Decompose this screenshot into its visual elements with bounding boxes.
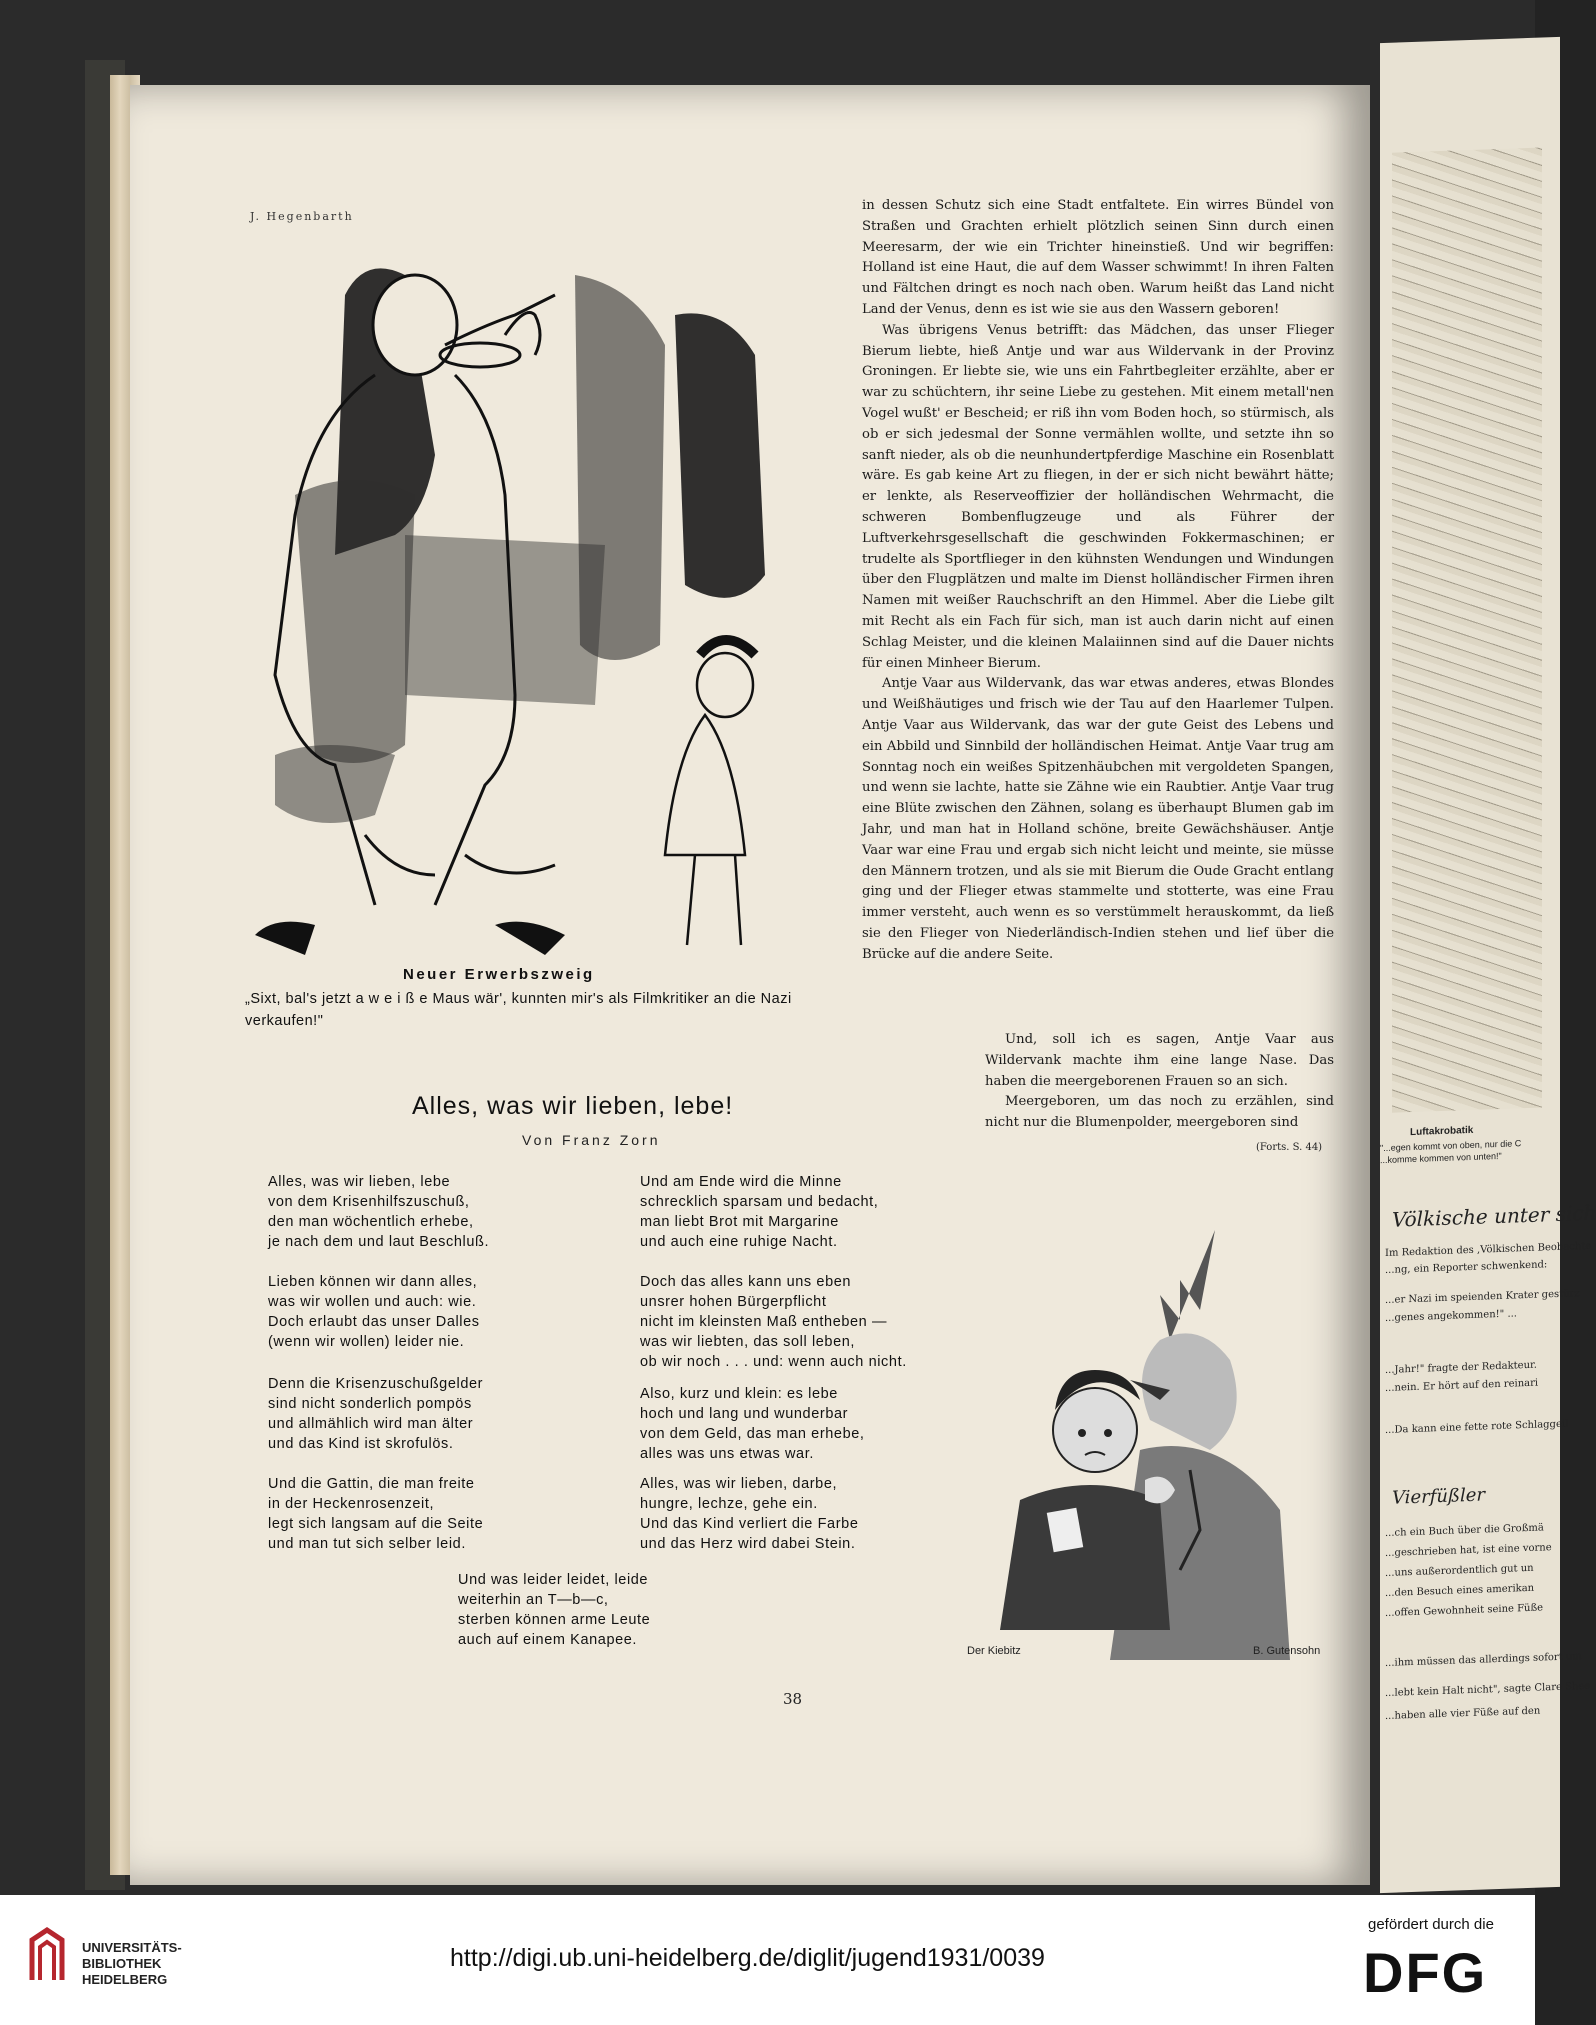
- poem-stanza-final: Und was leider leidet, leide weiterhin an T—b—c, sterben können arme Leute auch auf einem Kanapee.: [458, 1572, 651, 1648]
- right-heading: Vierfüßler: [1392, 1484, 1485, 1509]
- continuation-note: (Forts. S. 44): [1256, 1142, 1323, 1153]
- right-snippet: ...geschrieben hat, ist eine vorne: [1385, 1542, 1552, 1559]
- right-snippet: ...Jahr!" fragte der Redakteur.: [1385, 1359, 1537, 1376]
- right-caption-line: ...komme kommen von unten!": [1380, 1150, 1502, 1166]
- prose-paragraph: in dessen Schutz sich eine Stadt entfaltete. Ein wirres Bündel von Straßen und Grachten erhielt plötzlich seinen Sinn durch einen Meeresarm, der wie ein Trichter hineinstieß. Und wir begriffen: Holland ist eine Haut, die auf dem Wasser schwimmt! In ihren Falten und Fältchen dringt es noch nach oben. Warum heißt das Land nicht Land der Venus, denn es ist wie sie aus den Wassern geboren!: [862, 198, 1334, 317]
- dfg-logo: DFG: [1363, 1941, 1488, 2004]
- right-snippet: ...lebt kein Halt nicht", sagte Clare Shee: [1385, 1680, 1591, 1699]
- story-prose: [862, 196, 1334, 965]
- illustration-title: Neuer Erwerbszweig: [403, 966, 595, 983]
- right-snippet: ...den Besuch eines amerikan: [1385, 1582, 1535, 1599]
- prose-paragraph: Was übrigens Venus betrifft: das Mädchen, das unser Flieger Bierum liebte, hieß Antje und war aus Wildervank in der Provinz Groningen. Er liebte sie, wie uns ein Fahrtbegleiter erzählte, aber er war zu schüchtern, ihr seine Liebe zu gestehen. Mit einem metall'nen Vogel wußt' er Bescheid; er riß ihn vom Boden hoch, so stürmisch, als ob er sich jedesmal der Sonne vermählen wollte, und setzte ihn so sanft nieder, als ob die neunhundertpferdige Maschine ein Rosenblatt wäre. Es gab keine Art zu fliegen, in der er sich nicht bewährt hätte; er lenkte, als Reserveoffizier der holländischen Wehrmacht, die schweren Bombenflugzeuge und als Führer der Luftverkehrsgesellschaft die geschwinden Fokkermaschinen; er trudelte als Sportflieger in den kühnsten Wendungen und Windungen über den Flugplätzen und malte im Dienst holländischer Firmen ihren Namen mit weißer Rauchschrift an den Himmel. Aber die Liebe gilt mit Recht als ein Fach für sich, man ist auch darin nicht auf einen Schlag Meister, und die kleinen Malaiinnen sind auf die Dauer nichts für einen Minheer Bierum.: [862, 322, 1334, 671]
- prose-paragraph: Meergeboren, um das noch zu erzählen, sind nicht nur die Blumenpolder, meergeboren sind: [985, 1094, 1334, 1131]
- hegenbarth-illustration: [255, 235, 845, 960]
- footer-bar: [0, 1895, 1535, 2025]
- illustration-caption: „Sixt, bal's jetzt a w e i ß e Maus wär', kunnten mir's als Filmkritiker an die Nazi verkaufen!": [245, 991, 792, 1029]
- right-caption-line: "...egen kommt von oben, nur die C: [1380, 1138, 1522, 1154]
- right-snippet: ...er Nazi im speienden Krater gestürz: [1385, 1288, 1580, 1306]
- poem-stanza: Und die Gattin, die man freite in der Heckenrosenzeit, legt sich langsam auf die Seite und man tut sich selber leid.: [268, 1476, 484, 1552]
- poem-title: Alles, was wir lieben, lebe!: [412, 1092, 734, 1120]
- poem-stanza: Denn die Krisenzuschußgelder sind nicht sonderlich pompös und allmählich wird man älter und das Kind ist skrofulös.: [268, 1376, 484, 1452]
- right-snippet: ...offen Gewohnheit seine Füße: [1385, 1602, 1544, 1619]
- poem-author: Von Franz Zorn: [522, 1132, 661, 1148]
- prose-paragraph: Antje Vaar aus Wildervank, das war etwas anderes, etwas Blondes und Weißhäutiges und frisch wie der Tau auf den Haarlemer Tulpen. Antje Vaar aus Wildervank, das war der gute Geist des Lebens und ein Abbild und Sinnbild der holländischen Heimat. Antje Vaar trug am Sonntag noch ein weißes Spitzenhäubchen mit vergoldeten Spangen, und wenn sie lachte, hatte sie Zähne wie ein Raubtier. Antje Vaar trug eine Blüte zwischen den Zähnen, solang es überhaupt Blumen gab im Jahr, und man hat in Holland schöne, breite Gewächshäuser. Antje Vaar war eine Frau und ergab sich nicht leicht und meinte, sie müsse den Männern trotzen, und als sie mit Bierum die Oude Gracht entlang ging und der Flieger etwas stammelte und stotterte, was eine Frau immer versteht, auch wenn es so verstümmelt herauskommt, da ließ sie den Flieger von Niederländisch-Indien stehen und lief über die Brücke auf die andere Seite.: [862, 676, 1334, 962]
- document-url-link[interactable]: http://digi.ub.uni-heidelberg.de/diglit/jugend1931/0039: [450, 1944, 1045, 1972]
- right-page-illustration: [1392, 147, 1542, 1112]
- kiebitz-cartoon: [990, 1230, 1290, 1650]
- prose-paragraph: Und, soll ich es sagen, Antje Vaar aus Wildervank machte ihm eine lange Nase. Das haben die meergeborenen Frauen so an sich.: [985, 1032, 1334, 1089]
- right-snippet: ...haben alle vier Füße auf den: [1385, 1705, 1541, 1722]
- university-name: UNIVERSITÄTS- BIBLIOTHEK HEIDELBERG: [82, 1940, 182, 1987]
- right-snippet: ...uns außerordentlich gut un: [1385, 1562, 1534, 1579]
- right-snippet: ...ch ein Buch über die Großmä: [1385, 1522, 1544, 1539]
- poem-stanza: Also, kurz und klein: es lebe hoch und lang und wunderbar von dem Geld, das man erhebe, alles was uns etwas war.: [640, 1386, 865, 1462]
- right-caption-title: Luftakrobatik: [1410, 1124, 1474, 1139]
- right-snippet: ...ng, ein Reporter schwenkend:: [1385, 1259, 1548, 1276]
- right-snippet: Im Redaktion des ,Völkischen Beobachte: [1385, 1240, 1592, 1259]
- poem-stanza: Alles, was wir lieben, lebe von dem Krisenhilfszuschuß, den man wöchentlich erhebe, je nach dem und laut Beschluß.: [268, 1174, 490, 1250]
- right-snippet: ...nein. Er hört auf den reinari: [1385, 1377, 1539, 1394]
- right-snippet: ...genes angekommen!" ...: [1385, 1308, 1517, 1324]
- right-snippet: ...Da kann eine fette rote Schlaggeil: [1385, 1418, 1569, 1436]
- illustration-credit: J. Hegenbarth: [250, 210, 354, 223]
- poem-stanza: Lieben können wir dann alles, was wir wollen und auch: wie. Doch erlaubt das unser Dalles (wenn wir wollen) leider nie.: [268, 1274, 480, 1350]
- page-number: 38: [783, 1690, 803, 1708]
- cartoon-artist: B. Gutensohn: [1253, 1645, 1321, 1657]
- funded-by-label: gefördert durch die: [1368, 1916, 1494, 1933]
- cartoon-title: Der Kiebitz: [967, 1645, 1021, 1657]
- story-prose-narrow: [985, 1030, 1334, 1134]
- right-snippet: ...ihm müssen das allerdings sofort um: [1385, 1651, 1582, 1669]
- right-heading: Völkische unter sich: [1392, 1200, 1596, 1232]
- university-logo-icon: [22, 1925, 76, 1985]
- poem-stanza: Doch das alles kann uns eben unsrer hohen Bürgerpflicht nicht im kleinsten Maß entheben — was wir liebten, das soll leben, ob wir noch . . . und: wenn auch nicht.: [640, 1274, 907, 1370]
- poem-stanza: Alles, was wir lieben, darbe, hungre, lechze, gehe ein. Und das Kind verliert die Farbe und das Herz wird dabei Stein.: [640, 1476, 859, 1552]
- poem-stanza: Und am Ende wird die Minne schrecklich sparsam und bedacht, man liebt Brot mit Margarine und auch eine ruhige Nacht.: [640, 1174, 879, 1250]
- right-page: [1380, 37, 1596, 1893]
